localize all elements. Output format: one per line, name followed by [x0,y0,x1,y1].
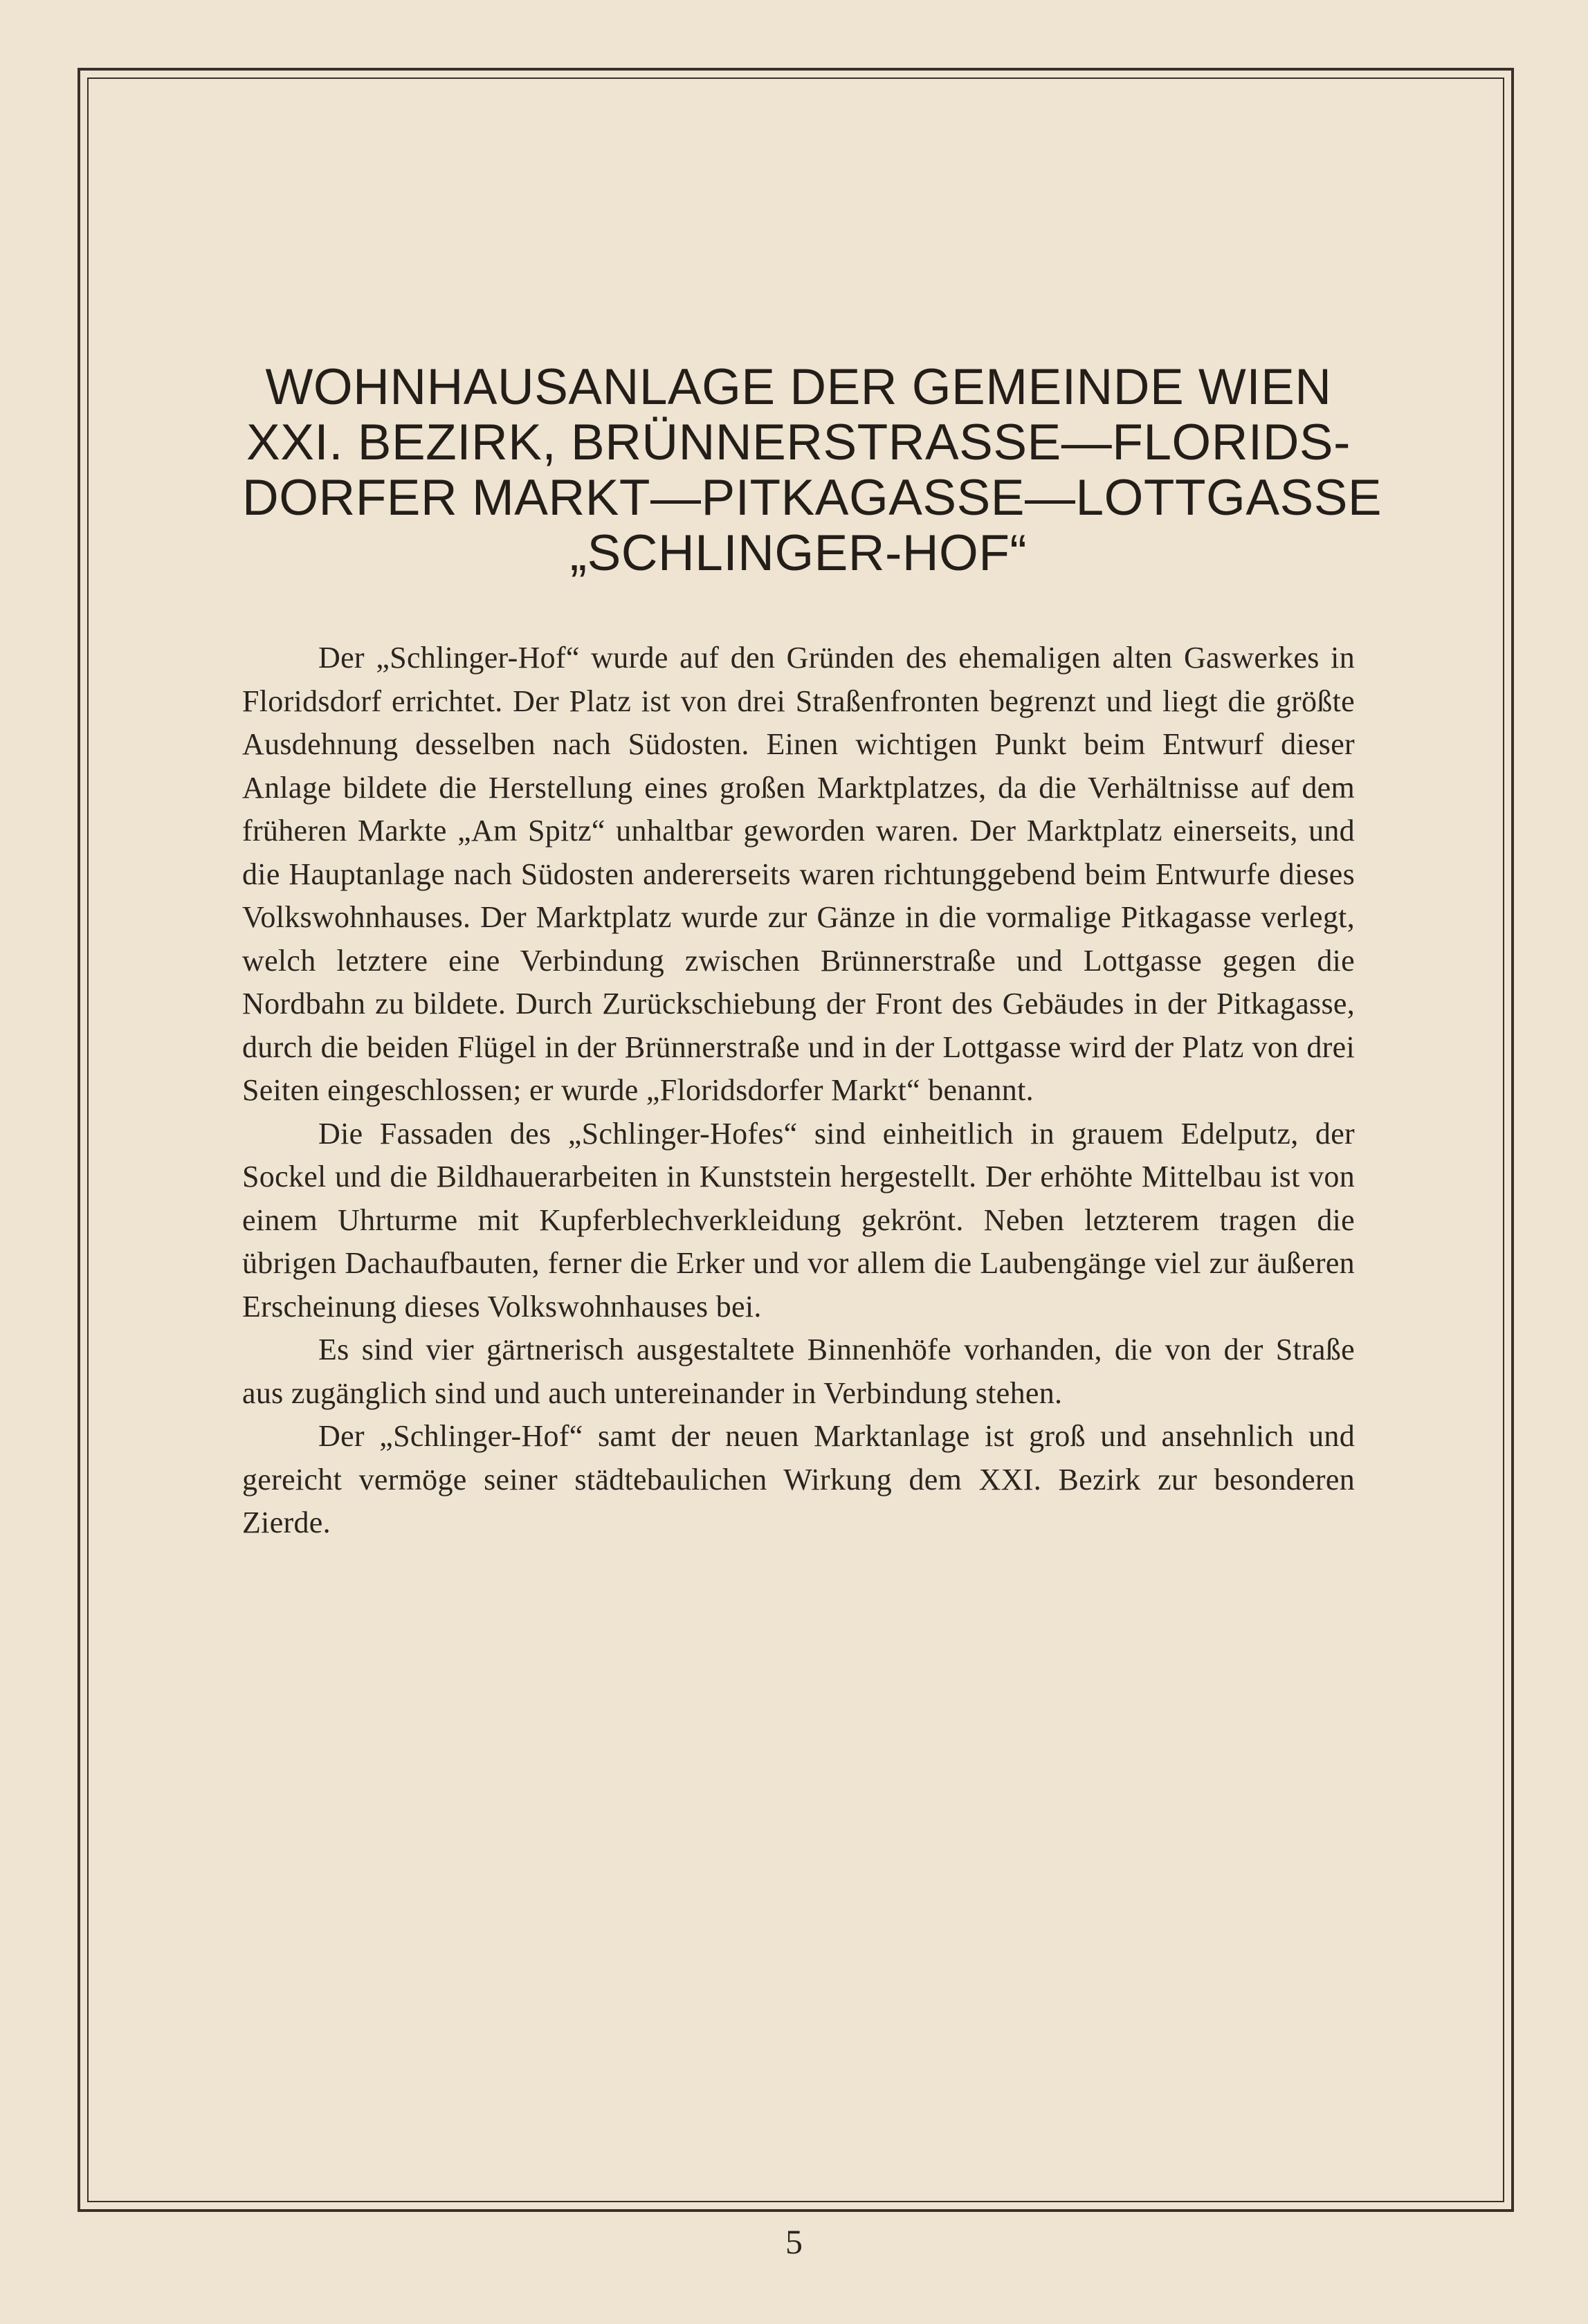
page-number: 5 [785,2222,803,2261]
paragraph-4: Der „Schlinger-Hof“ samt der neuen Marktanlage ist groß und ansehnlich und gereicht vermöge seiner städtebaulichen Wirkung dem XXI. Bezirk zur besonderen Zierde. [242,1419,1355,1539]
body-text [242,637,1355,1545]
title-line-3: DORFER MARKT—PITKAGASSE—LOTTGASSE [242,470,1382,526]
paragraph-2: Die Fassaden des „Schlinger-Hofes“ sind einheitlich in grauem Edelputz, der Sockel und die Bildhauerarbeiten in Kunststein hergestellt. Der erhöhte Mittelbau ist von einem Uhrturme mit Kupferblechverkleidung gekrönt. Neben letzterem tragen die übrigen Dachaufbauten, ferner die Erker und vor allem die Laubengänge viel zur äußeren Erscheinung dieses Volkswohnhauses bei. [242,1116,1355,1324]
title-line-2: XXI. BEZIRK, BRÜNNERSTRASSE—FLORIDS- [246,414,1351,470]
title-line-1: WOHNHAUSANLAGE DER GEMEINDE WIEN [265,359,1332,415]
paragraph-1: Der „Schlinger-Hof“ wurde auf den Gründen des ehemaligen alten Gaswerkes in Floridsdorf errichtet. Der Platz ist von drei Straßenfronten begrenzt und liegt die größte Ausdehnung desselben nach Südosten. Einen wichtigen Punkt beim Entwurf dieser Anlage bildete die Herstellung eines großen Marktplatzes, da die Verhältnisse auf dem früheren Markte „Am Spitz“ unhaltbar geworden waren. Der Marktplatz einerseits, und die Hauptanlage nach Südosten andererseits waren richtunggebend beim Entwurfe dieses Volkswohnhauses. Der Marktplatz wurde zur Gänze in die vormalige Pitkagasse verlegt, welch letztere eine Verbindung zwischen Brünnerstraße und Lottgasse gegen die Nordbahn zu bildete. Durch Zurückschiebung der Front des Gebäudes in der Pitkagasse, durch die beiden Flügel in der Brünnerstraße und in der Lottgasse wird der Platz von drei Seiten eingeschlossen; er wurde „Floridsdorfer Markt“ benannt. [242,641,1355,1107]
title-line-4: „SCHLINGER-HOF“ [569,525,1028,581]
page-content [242,359,1382,1545]
paragraph-3: Es sind vier gärtnerisch ausgestaltete Binnenhöfe vorhanden, die von der Straße aus zugänglich sind und auch untereinander in Verbindung stehen. [242,1333,1355,1410]
page-title [242,359,1382,581]
